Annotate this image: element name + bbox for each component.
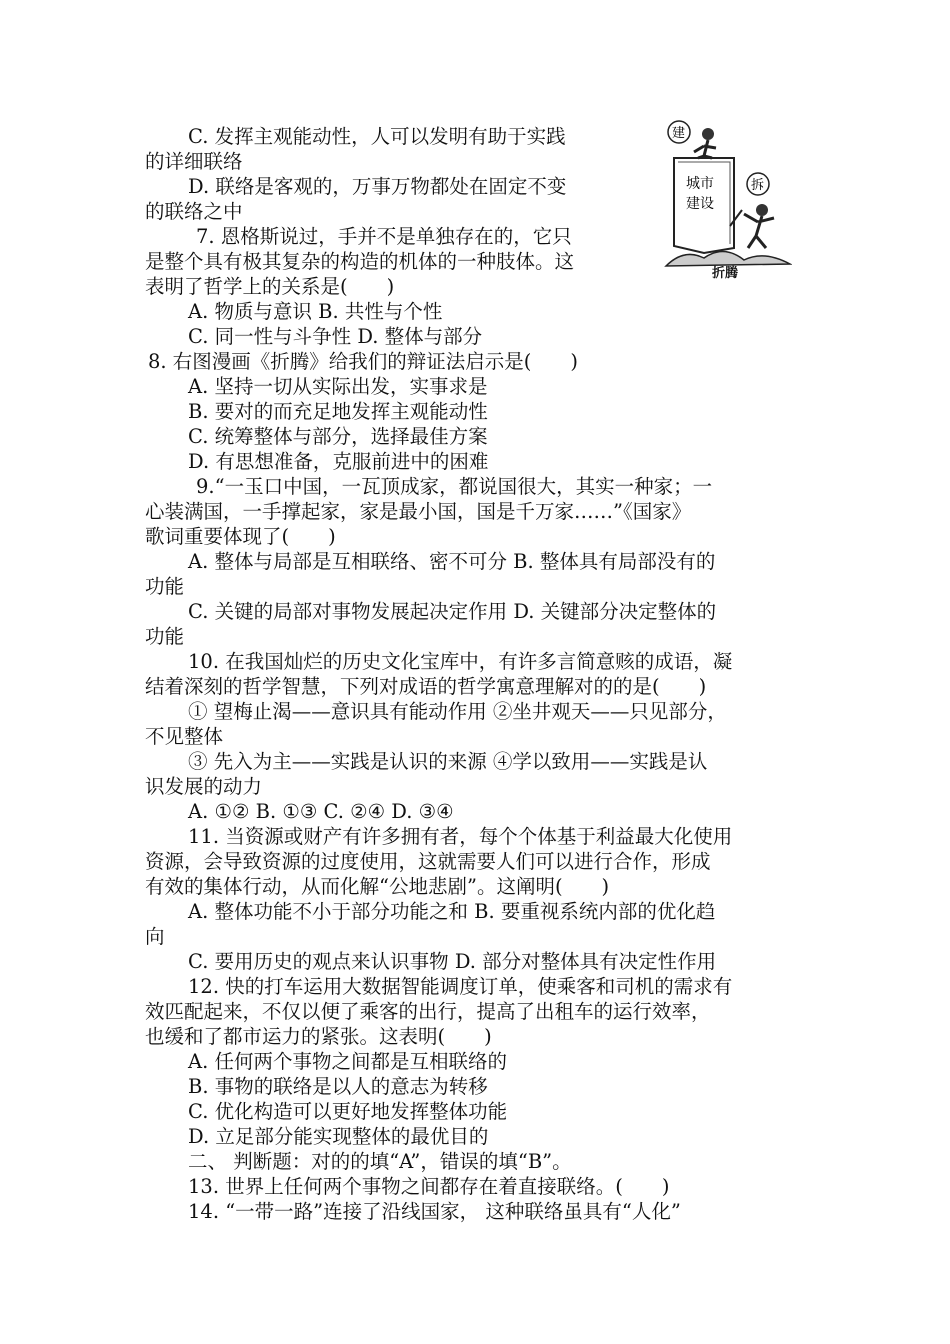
text-line: C. 统筹整体与部分，选择最佳方案 <box>188 425 488 448</box>
text-line: 有效的集体行动，从而化解“公地悲剧”。这阐明( ) <box>145 875 610 898</box>
text-line: A. 任何两个事物之间都是互相联络的 <box>188 1050 507 1073</box>
text-line: A. 坚持一切从实际出发，实事求是 <box>188 375 488 398</box>
text-line: C. 同一性与斗争性 D. 整体与部分 <box>188 325 483 348</box>
text-line: 效匹配起来，不仅以便了乘客的出行，提高了出租车的运行效率， <box>145 1000 711 1023</box>
cartoon-sign-line1: 城市 <box>686 176 714 192</box>
text-line: C. 优化构造可以更好地发挥整体功能 <box>188 1100 508 1123</box>
text-line: 12. 快的打车运用大数据智能调度订单，使乘客和司机的需求有 <box>188 975 733 998</box>
text-line: 13. 世界上任何两个事物之间都存在着直接联络。( ) <box>188 1175 670 1198</box>
text-line: 二、 判断题：对的的填“A”，错误的填“B”。 <box>188 1150 572 1173</box>
text-line: A. ①② B. ①③ C. ②④ D. ③④ <box>188 800 454 823</box>
text-line: 不见整体 <box>145 725 224 748</box>
text-line: 心装满国，一手撑起家，家是最小国，国是千万家……”《国家》 <box>145 500 692 523</box>
text-line: 11. 当资源或财产有许多拥有者，每个个体基于利益最大化使用 <box>188 825 733 848</box>
text-line: ① 望梅止渴——意识具有能动作用 ②坐井观天——只见部分， <box>188 700 727 723</box>
text-line: 功能 <box>145 625 185 648</box>
text-line: 是整个具有极其复杂的构造的机体的一种肢体。这 <box>145 250 575 273</box>
text-line: 的联络之中 <box>145 200 243 223</box>
cartoon-demolish-badge: 拆 <box>751 178 765 193</box>
text-line: C. 关键的局部对事物发展起决定作用 D. 关键部分决定整体的 <box>188 600 717 623</box>
text-line: 歌词重要体现了( ) <box>145 525 336 548</box>
text-line: 表明了哲学上的关系是( ) <box>145 275 395 298</box>
text-line: B. 事物的联络是以人的意志为转移 <box>188 1075 488 1098</box>
text-line: A. 物质与意识 B. 共性与个性 <box>188 300 443 323</box>
text-line: A. 整体功能不小于部分功能之和 B. 要重视系统内部的优化趋 <box>188 900 716 923</box>
text-line: 资源，会导致资源的过度使用，这就需要人们可以进行合作，形成 <box>145 850 711 873</box>
cartoon-caption: 折腾 <box>712 266 739 281</box>
text-line: A. 整体与局部是互相联络、密不可分 B. 整体具有局部没有的 <box>188 550 716 573</box>
text-line: D. 立足部分能实现整体的最优目的 <box>188 1125 489 1148</box>
cartoon-build-badge: 建 <box>672 126 686 141</box>
text-line: 14. “一带一路”连接了沿线国家， 这种联络虽具有“人化” <box>188 1200 681 1223</box>
text-line: 10. 在我国灿烂的历史文化宝库中，有许多言简意赅的成语，凝 <box>188 650 733 673</box>
text-line: 7. 恩格斯说过，手并不是单独存在的，它只 <box>196 225 572 248</box>
text-line: B. 要对的而充足地发挥主观能动性 <box>188 400 488 423</box>
text-line: 9.“一玉口中国，一瓦顶成家，都说国很大，其实一种家；一 <box>196 475 713 498</box>
text-line: 功能 <box>145 575 185 598</box>
cartoon-sign-line2: 建设 <box>686 196 714 212</box>
text-line: 的详细联络 <box>145 150 243 173</box>
cartoon-illustration <box>664 118 792 268</box>
text-line: 也缓和了都市运力的紧张。这表明( ) <box>145 1025 492 1048</box>
text-line: C. 发挥主观能动性，人可以发明有助于实践 <box>188 125 566 148</box>
text-line: 向 <box>145 925 165 948</box>
text-line: 结着深刻的哲学智慧，下列对成语的哲学寓意理解对的的是( ) <box>145 675 707 698</box>
text-line: ③ 先入为主——实践是认识的来源 ④学以致用——实践是认 <box>188 750 708 773</box>
text-line: 识发展的动力 <box>145 775 263 798</box>
text-line: D. 有思想准备，克服前进中的困难 <box>188 450 489 473</box>
text-line: D. 联络是客观的，万事万物都处在固定不变 <box>188 175 567 198</box>
text-line: 8. 右图漫画《折腾》给我们的辩证法启示是( ) <box>148 350 579 373</box>
text-line: C. 要用历史的观点来认识事物 D. 部分对整体具有决定性作用 <box>188 950 717 973</box>
